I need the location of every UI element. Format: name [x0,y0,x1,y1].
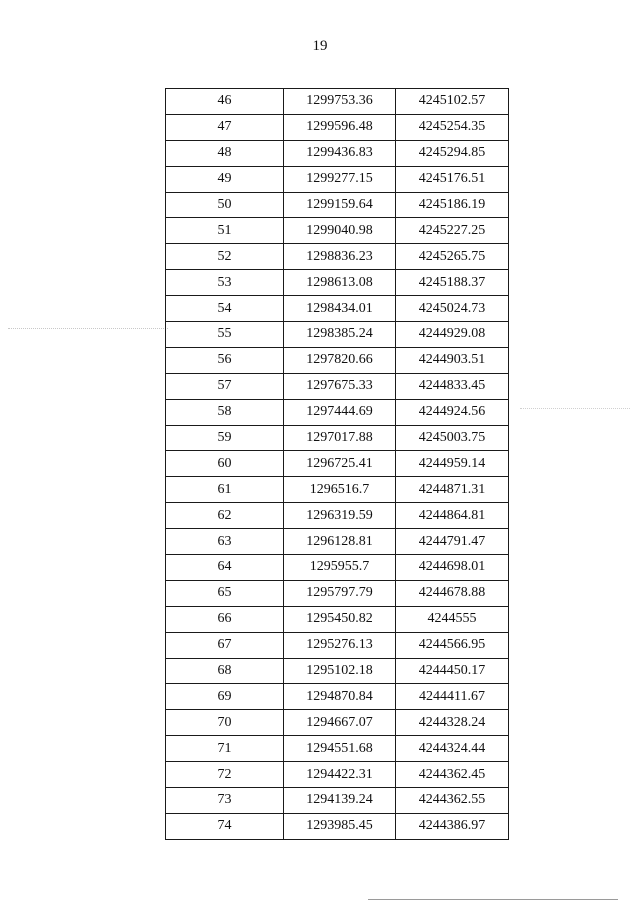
table-row [166,477,509,503]
point-number-cell: 54 [166,296,284,322]
y-coordinate-cell: 4244924.56 [396,399,509,425]
point-number-cell: 69 [166,684,284,710]
y-coordinate-cell: 4244362.55 [396,788,509,814]
y-coordinate-cell: 4244450.17 [396,658,509,684]
table-row [166,529,509,555]
point-number-cell: 61 [166,477,284,503]
point-number-cell: 55 [166,322,284,348]
y-coordinate-cell: 4244791.47 [396,529,509,555]
point-number-cell: 47 [166,114,284,140]
table-row [166,347,509,373]
x-coordinate-cell: 1298385.24 [284,322,396,348]
table-row [166,192,509,218]
x-coordinate-cell: 1295102.18 [284,658,396,684]
y-coordinate-cell: 4244328.24 [396,710,509,736]
table-row [166,788,509,814]
y-coordinate-cell: 4245227.25 [396,218,509,244]
table-row [166,89,509,115]
x-coordinate-cell: 1297017.88 [284,425,396,451]
x-coordinate-cell: 1293985.45 [284,813,396,839]
x-coordinate-cell: 1299277.15 [284,166,396,192]
point-number-cell: 65 [166,580,284,606]
point-number-cell: 50 [166,192,284,218]
x-coordinate-cell: 1299596.48 [284,114,396,140]
point-number-cell: 53 [166,270,284,296]
point-number-cell: 66 [166,606,284,632]
point-number-cell: 52 [166,244,284,270]
point-number-cell: 57 [166,373,284,399]
y-coordinate-cell: 4244698.01 [396,555,509,581]
point-number-cell: 67 [166,632,284,658]
y-coordinate-cell: 4245102.57 [396,89,509,115]
y-coordinate-cell: 4244871.31 [396,477,509,503]
table-row [166,710,509,736]
point-number-cell: 46 [166,89,284,115]
y-coordinate-cell: 4244386.97 [396,813,509,839]
y-coordinate-cell: 4244959.14 [396,451,509,477]
x-coordinate-cell: 1298613.08 [284,270,396,296]
table-row [166,296,509,322]
y-coordinate-cell: 4245186.19 [396,192,509,218]
table-row [166,425,509,451]
table-row [166,684,509,710]
point-number-cell: 49 [166,166,284,192]
table-row [166,658,509,684]
point-number-cell: 74 [166,813,284,839]
table-row [166,140,509,166]
x-coordinate-cell: 1294870.84 [284,684,396,710]
x-coordinate-cell: 1295450.82 [284,606,396,632]
scan-artifact-left [8,328,168,330]
x-coordinate-cell: 1297444.69 [284,399,396,425]
table-row [166,218,509,244]
table-row [166,503,509,529]
x-coordinate-cell: 1297675.33 [284,373,396,399]
point-number-cell: 56 [166,347,284,373]
point-number-cell: 68 [166,658,284,684]
y-coordinate-cell: 4244555 [396,606,509,632]
x-coordinate-cell: 1294551.68 [284,736,396,762]
y-coordinate-cell: 4244929.08 [396,322,509,348]
table-row [166,451,509,477]
scan-artifact-right [520,408,630,410]
x-coordinate-cell: 1295276.13 [284,632,396,658]
x-coordinate-cell: 1296128.81 [284,529,396,555]
y-coordinate-cell: 4245176.51 [396,166,509,192]
table-row [166,736,509,762]
y-coordinate-cell: 4244324.44 [396,736,509,762]
x-coordinate-cell: 1296516.7 [284,477,396,503]
table-row [166,813,509,839]
y-coordinate-cell: 4244833.45 [396,373,509,399]
y-coordinate-cell: 4244411.67 [396,684,509,710]
point-number-cell: 48 [166,140,284,166]
table-row [166,166,509,192]
scan-artifact-bottom [368,899,618,900]
x-coordinate-cell: 1298434.01 [284,296,396,322]
y-coordinate-cell: 4245024.73 [396,296,509,322]
x-coordinate-cell: 1297820.66 [284,347,396,373]
y-coordinate-cell: 4245294.85 [396,140,509,166]
y-coordinate-cell: 4245188.37 [396,270,509,296]
table-row [166,606,509,632]
y-coordinate-cell: 4244566.95 [396,632,509,658]
point-number-cell: 63 [166,529,284,555]
table-row [166,762,509,788]
table-row [166,632,509,658]
table-row [166,555,509,581]
x-coordinate-cell: 1296319.59 [284,503,396,529]
x-coordinate-cell: 1294139.24 [284,788,396,814]
coordinates-table [165,88,509,840]
y-coordinate-cell: 4244678.88 [396,580,509,606]
x-coordinate-cell: 1299753.36 [284,89,396,115]
y-coordinate-cell: 4245265.75 [396,244,509,270]
y-coordinate-cell: 4244903.51 [396,347,509,373]
point-number-cell: 58 [166,399,284,425]
x-coordinate-cell: 1296725.41 [284,451,396,477]
point-number-cell: 72 [166,762,284,788]
x-coordinate-cell: 1294667.07 [284,710,396,736]
x-coordinate-cell: 1295797.79 [284,580,396,606]
y-coordinate-cell: 4244362.45 [396,762,509,788]
page-number: 19 [312,38,328,54]
table-row [166,373,509,399]
point-number-cell: 73 [166,788,284,814]
point-number-cell: 59 [166,425,284,451]
y-coordinate-cell: 4245003.75 [396,425,509,451]
point-number-cell: 60 [166,451,284,477]
point-number-cell: 62 [166,503,284,529]
table-row [166,580,509,606]
x-coordinate-cell: 1295955.7 [284,555,396,581]
x-coordinate-cell: 1299436.83 [284,140,396,166]
point-number-cell: 64 [166,555,284,581]
y-coordinate-cell: 4244864.81 [396,503,509,529]
table-row [166,114,509,140]
table-row [166,270,509,296]
table-row [166,399,509,425]
table-row [166,322,509,348]
x-coordinate-cell: 1298836.23 [284,244,396,270]
coordinates-table-body [166,89,509,840]
point-number-cell: 51 [166,218,284,244]
point-number-cell: 71 [166,736,284,762]
point-number-cell: 70 [166,710,284,736]
x-coordinate-cell: 1294422.31 [284,762,396,788]
x-coordinate-cell: 1299159.64 [284,192,396,218]
y-coordinate-cell: 4245254.35 [396,114,509,140]
table-row [166,244,509,270]
x-coordinate-cell: 1299040.98 [284,218,396,244]
